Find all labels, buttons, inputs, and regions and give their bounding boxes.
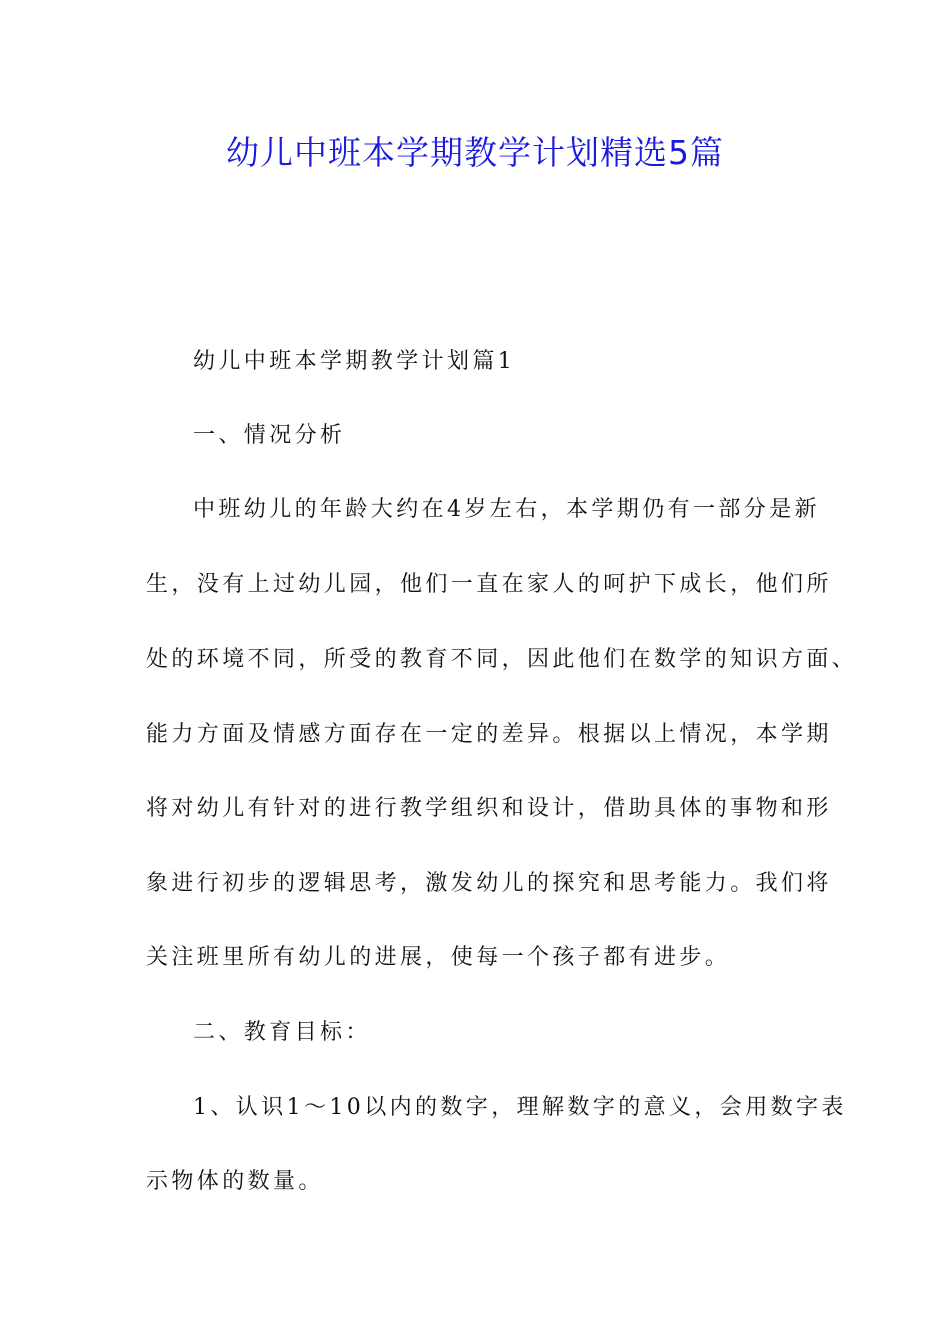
heading-education-goals: 二、教育目标： <box>193 1020 371 1045</box>
paragraph-line: 能力方面及情感方面存在一定的差异。根据以上情况，本学期 <box>146 722 832 747</box>
paragraph-line: 关注班里所有幼儿的进展，使每一个孩子都有进步。 <box>146 945 731 970</box>
document-title: 幼儿中班本学期教学计划精选5篇 <box>226 133 724 172</box>
paragraph-line: 将对幼儿有针对的进行教学组织和设计，借助具体的事物和形 <box>146 796 832 821</box>
paragraph-line: 1、认识1～10以内的数字，理解数字的意义，会用数字表 <box>193 1095 847 1120</box>
paragraph-line: 处的环境不同，所受的教育不同，因此他们在数学的知识方面、 <box>146 647 858 672</box>
section-heading: 幼儿中班本学期教学计划篇1 <box>193 349 516 374</box>
heading-situation-analysis: 一、情况分析 <box>193 423 346 448</box>
paragraph-line: 中班幼儿的年龄大约在4岁左右，本学期仍有一部分是新 <box>193 497 820 522</box>
paragraph-line: 象进行初步的逻辑思考，激发幼儿的探究和思考能力。我们将 <box>146 871 832 896</box>
paragraph-line: 生，没有上过幼儿园，他们一直在家人的呵护下成长，他们所 <box>146 572 832 597</box>
paragraph-line: 示物体的数量。 <box>146 1169 324 1194</box>
